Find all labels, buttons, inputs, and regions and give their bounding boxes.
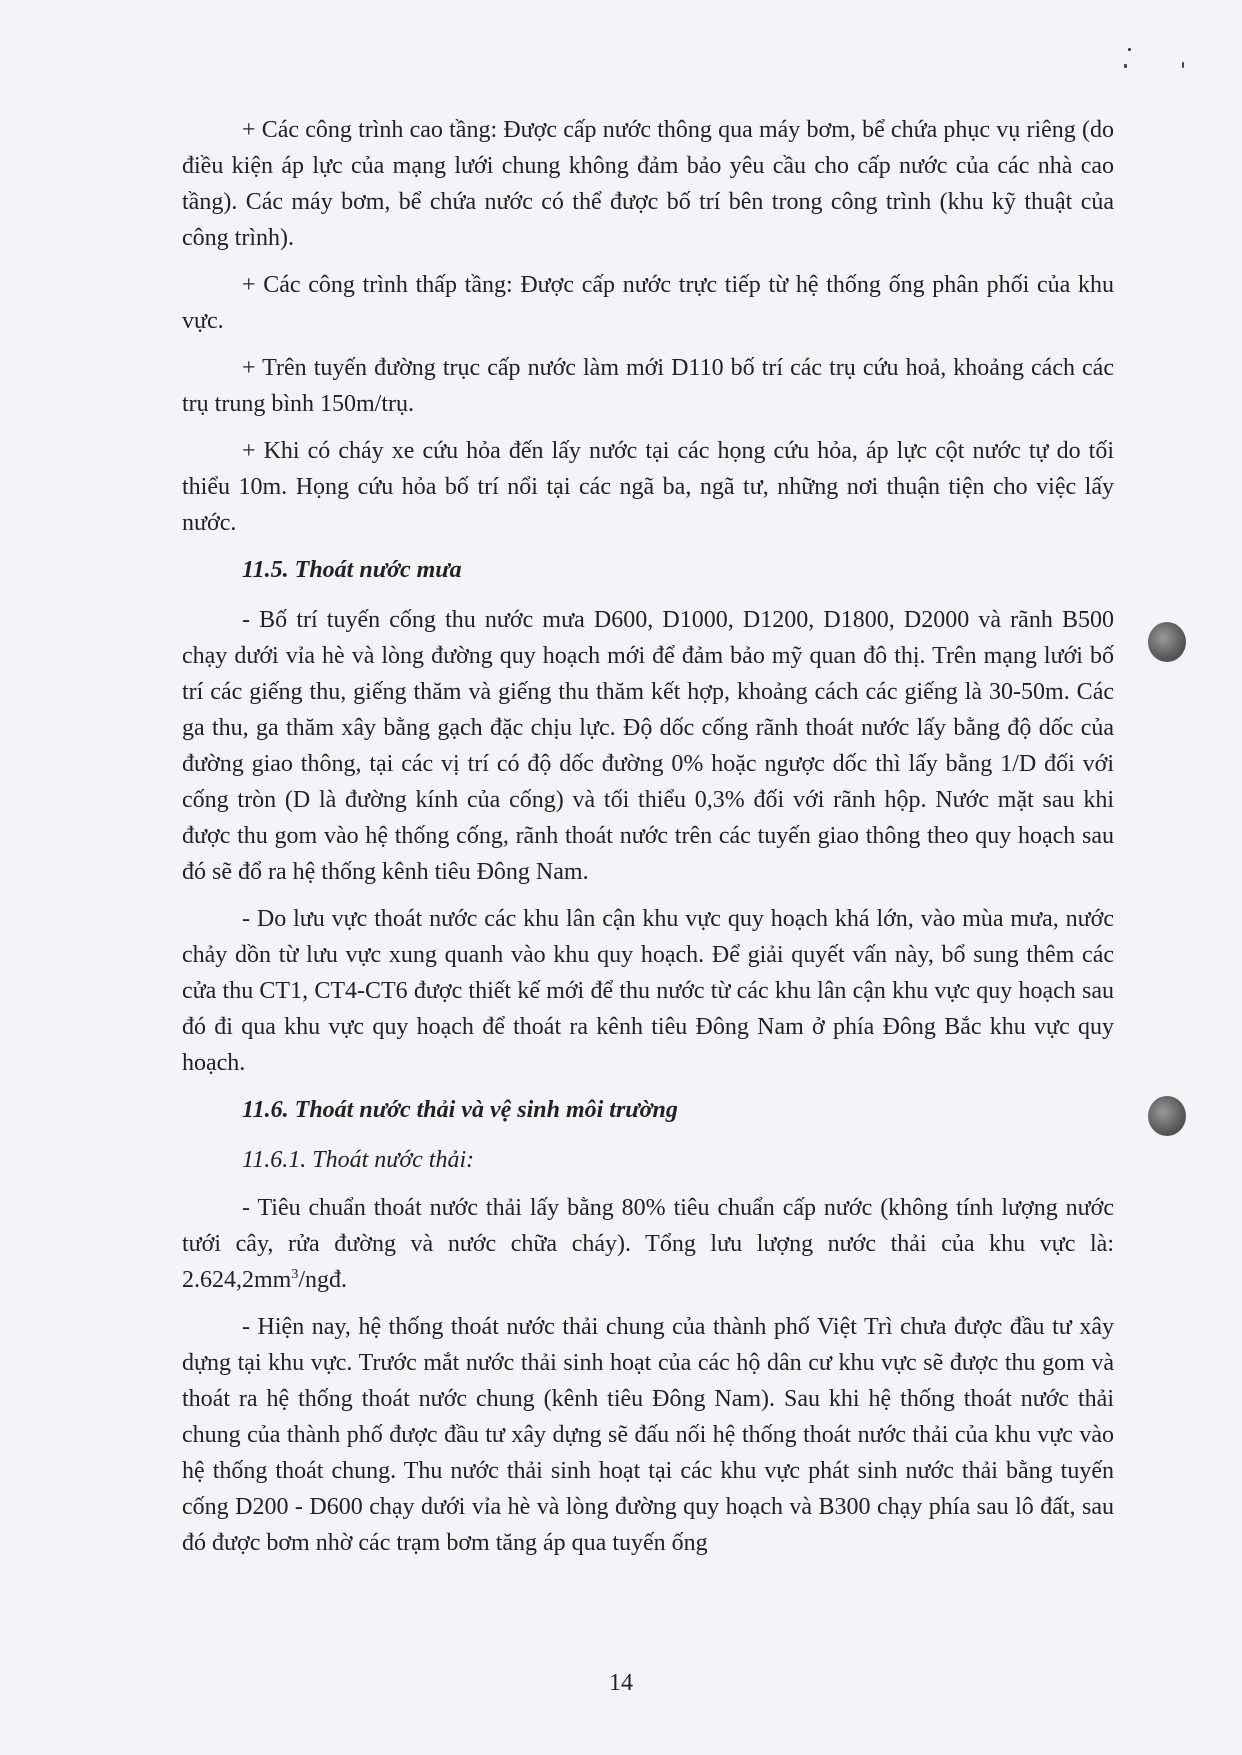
subsection-heading: 11.6.1. Thoát nước thải: (242, 1147, 475, 1173)
paragraph: - Hiện nay, hệ thống thoát nước thải chung của thành phố Việt Trì chưa được đầu tư xây dựng tại khu vực. Trước mắt nước thải sinh hoạt của các hộ dân cư khu vực sẽ được thu gom và thoát ra hệ thống thoát nước chung (kênh tiêu Đông Nam). Sau khi hệ thống thoát nước thải chung của thành phố được đầu tư xây dựng sẽ đấu nối hệ thống thoát nước thải của khu vực vào hệ thống thoát chung. Thu nước thải sinh hoạt tại các khu vực phát sinh nước thải bằng tuyến cống D200 - D600 chạy dưới vỉa hè và lòng đường quy hoạch và B300 chạy phía sau lô đất, sau đó được bơm nhờ các trạm bơm tăng áp qua tuyến ống (182, 1314, 1114, 1556)
section-heading: 11.5. Thoát nước mưa (242, 557, 462, 583)
superscript: 3 (291, 1267, 299, 1282)
paragraph: + Các công trình cao tầng: Được cấp nước thông qua máy bơm, bể chứa phục vụ riêng (do điều kiện áp lực của mạng lưới chung không đảm bảo yêu cầu cho cấp nước của các nhà cao tầng). Các máy bơm, bể chứa nước có thể được bố trí bên trong công trình (khu kỹ thuật của công trình). (182, 117, 1114, 251)
paragraph-text: - Tiêu chuẩn thoát nước thải lấy bằng 80% tiêu chuẩn cấp nước (không tính lượng nước tưới cây, rửa đường và nước chữa cháy). Tổng lưu lượng nước thải của khu vực là: 2.624,2mm (182, 1195, 1114, 1293)
section-heading: 11.6. Thoát nước thải và vệ sinh môi trường (242, 1097, 678, 1123)
paragraph: - Bố trí tuyến cống thu nước mưa D600, D1000, D1200, D1800, D2000 và rãnh B500 chạy dưới vỉa hè và lòng đường quy hoạch mới để đảm bảo mỹ quan đô thị. Trên mạng lưới bố trí các giếng thu, giếng thăm và giếng thu thăm kết hợp, khoảng cách các giếng là 30-50m. Các ga thu, ga thăm xây bằng gạch đặc chịu lực. Độ dốc cống rãnh thoát nước lấy bằng độ dốc của đường giao thông, tại các vị trí có độ dốc đường 0% hoặc ngược dốc thì lấy bằng 1/D đối với cống tròn (D là đường kính của cống) và tối thiểu 0,3% đối với rãnh hộp. Nước mặt sau khi được thu gom vào hệ thống cống, rãnh thoát nước trên các tuyến giao thông theo quy hoạch sau đó sẽ đổ ra hệ thống kênh tiêu Đông Nam. (182, 607, 1114, 885)
paragraph-text: /ngđ. (298, 1267, 348, 1293)
punch-hole (1148, 1096, 1186, 1136)
page-number: 14 (609, 1670, 633, 1696)
punch-hole (1148, 622, 1186, 662)
paragraph: + Trên tuyến đường trục cấp nước làm mới D110 bố trí các trụ cứu hoả, khoảng cách các trụ trung bình 150m/trụ. (182, 355, 1114, 417)
scan-speck (1182, 62, 1184, 68)
scan-speck (1124, 64, 1127, 68)
scan-speck (1128, 48, 1131, 51)
paragraph: + Các công trình thấp tầng: Được cấp nước trực tiếp từ hệ thống ống phân phối của khu vực. (182, 272, 1114, 334)
paragraph: + Khi có cháy xe cứu hỏa đến lấy nước tại các họng cứu hỏa, áp lực cột nước tự do tối thiểu 10m. Họng cứu hỏa bố trí nổi tại các ngã ba, ngã tư, những nơi thuận tiện cho việc lấy nước. (182, 438, 1114, 536)
document-body (182, 112, 1114, 1572)
paragraph (182, 1190, 1114, 1298)
paragraph: - Do lưu vực thoát nước các khu lân cận khu vực quy hoạch khá lớn, vào mùa mưa, nước chảy dồn từ lưu vực xung quanh vào khu quy hoạch. Để giải quyết vấn này, bổ sung thêm các cửa thu CT1, CT4-CT6 được thiết kế mới để thu nước từ các khu lân cận khu vực quy hoạch sau đó đi qua khu vực quy hoạch để thoát ra kênh tiêu Đông Nam ở phía Đông Bắc khu vực quy hoạch. (182, 906, 1114, 1076)
